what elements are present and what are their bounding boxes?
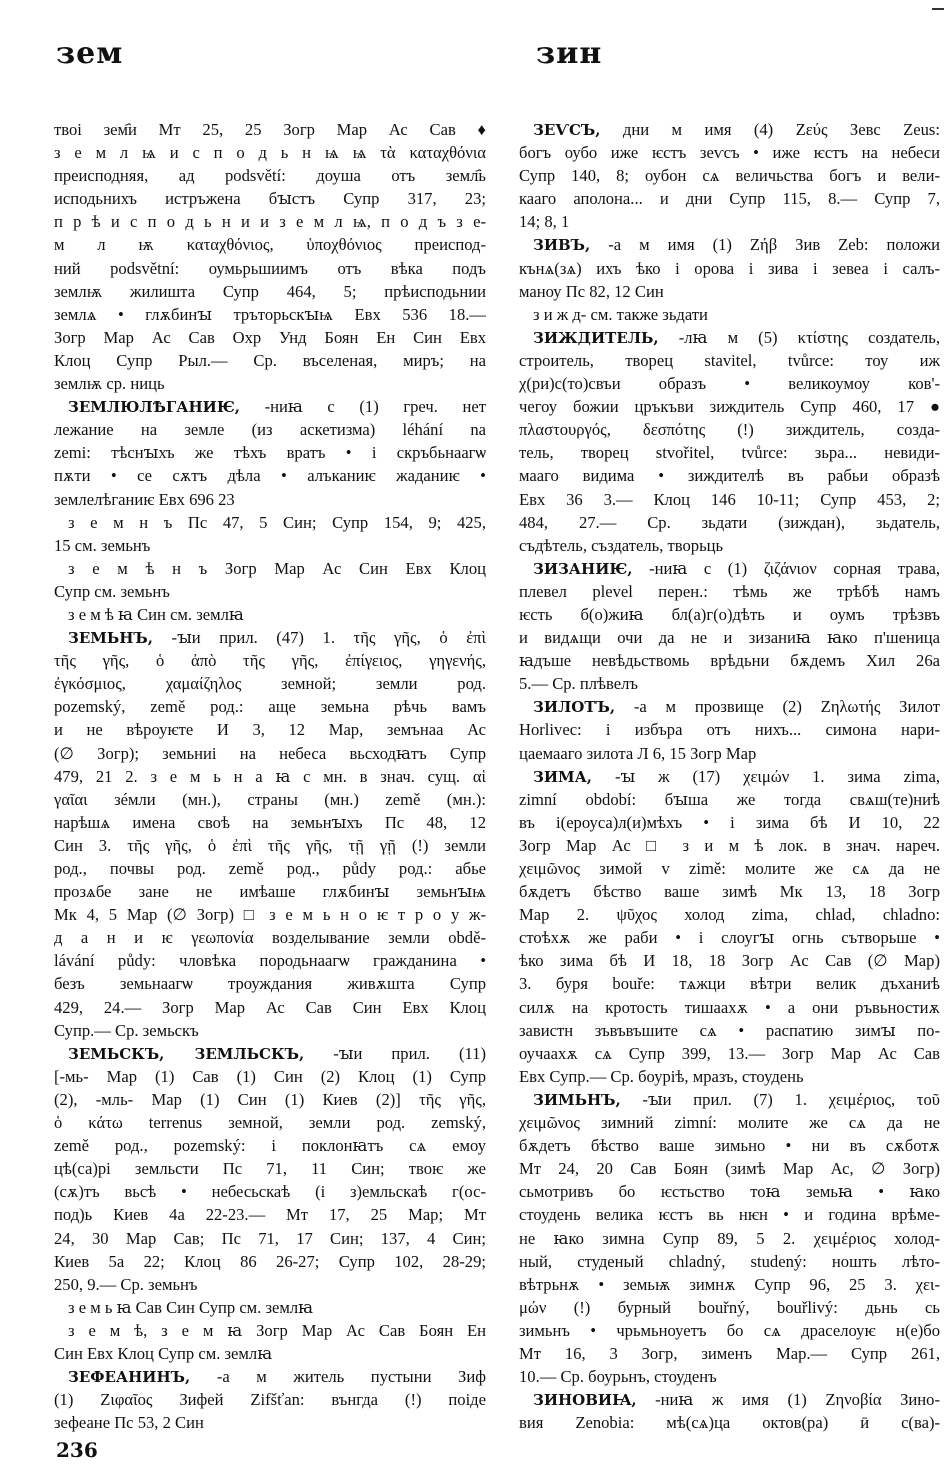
text-line — [54, 880, 486, 903]
text-line — [54, 326, 486, 349]
line-text: Мк 4, 5 Мар (∅ Зогр) □ з е м ь н о ѥ т р о у ж- — [54, 905, 486, 925]
line-text: з е м ѣ н ъ Зогр Мар Ас Син Евх Клоц — [68, 558, 486, 578]
line-text: твоі зем҄и Мт 25, 25 Зогр Мар Ас Сав ♦ — [54, 120, 486, 139]
text-line — [54, 418, 486, 441]
line-text: и видѧщи очи да не и зизаниꙗ ꙗко п'шеница — [519, 628, 940, 648]
line-text: 479, 21 2. з е м ь н а ꙗ с мн. в знач. сущ. αἱ — [54, 766, 486, 786]
line-text: въ і(ероуса)л(и)мѣхъ • і зима бѣ И 10, 22 — [519, 812, 940, 832]
line-text: и не вѣроуѥте И 3, 12 Мар, земънаа Ас — [54, 720, 486, 740]
text-line — [54, 164, 486, 187]
text-line — [54, 210, 486, 233]
line-text: ꙗдъше невѣдьствомь врѣдьни бѫдемъ Хил 26а — [519, 651, 940, 671]
line-text: ἐγκόσμιος, χαμαίζηλος земной; земли род. — [54, 674, 486, 694]
line-text: з е м л ѩ и с п о д ь н ѩ ѩ τὰ καταχθόνια — [54, 143, 486, 163]
text-line — [519, 464, 940, 487]
line-text: 24, 30 Мар Сав; Пс 71, 17 Син; 137, 4 Син; — [54, 1228, 486, 1248]
running-head-right: зин — [536, 36, 603, 71]
text-line — [519, 303, 940, 326]
line-text: ὁ κάτω terrenus земной, земли род. zemský, — [54, 1113, 486, 1133]
line-text: вѣтрьнѫ • земьѭ зимнѫ Супр 96, 25 3. χει- — [519, 1274, 940, 1294]
text-line — [54, 511, 486, 534]
text-line — [54, 1134, 486, 1157]
entry-headline — [54, 626, 486, 649]
text-line — [54, 649, 486, 672]
text-line — [54, 949, 486, 972]
headword: ЗЕМЬНЪ, — [68, 629, 153, 648]
text-line — [54, 303, 486, 326]
line-text: -а м имя (1) Ζήβ Зив Zeb: положи — [590, 235, 940, 255]
text-line — [54, 187, 486, 210]
text-line — [54, 1180, 486, 1203]
text-line — [54, 580, 486, 603]
entry-headline — [54, 1365, 486, 1388]
text-line — [519, 1365, 940, 1388]
line-text: бѫдетъ бѣство ваше зимѣ Мк 13, 18 Зогр — [519, 882, 940, 902]
line-text: м л ѭ καταχθόνιος, ὑποχθόνιος преиспод- — [54, 235, 486, 255]
line-text: съдѣтель, създатель, творьць — [519, 535, 724, 555]
text-line — [54, 1250, 486, 1273]
text-line — [519, 857, 940, 880]
text-line — [519, 1342, 940, 1365]
line-text: 3. буря bouře: тѧжци вѣтри велик дъханиѣ — [519, 974, 940, 994]
entry-headline — [519, 557, 940, 580]
text-line — [54, 1065, 486, 1088]
line-text: -а м прозвище (2) Ζηλωτής Зилот — [615, 697, 940, 717]
line-text: -ꙑи прил. (47) 1. τῆς γῆς, ὁ ἐπὶ — [152, 628, 486, 648]
text-line — [54, 834, 486, 857]
line-text: землелѣганиѥ Евх 696 23 — [54, 489, 235, 509]
line-text: Киев 5а 22; Клоц 86 26-27; Супр 102, 28-29; — [54, 1251, 486, 1271]
line-text: (2), -мль- Мар (1) Син (1) Киев (2)] τῆς γῆς, — [54, 1089, 486, 1109]
line-text: кънѧ(зѧ) ихъ ѣко і орова і зива і зевеа і салъ- — [519, 258, 940, 278]
text-line — [519, 649, 940, 672]
text-line — [54, 972, 486, 995]
line-text: стоудень велика ѥстъ вь нѥн • и година врѣме- — [519, 1205, 940, 1225]
line-text: (сѫ)тъ вьсѣ • небесьскаѣ (і з)емльскаѣ г(ос- — [54, 1182, 486, 1202]
line-text: -ꙑи прил. (11) — [304, 1043, 486, 1063]
line-text: -ꙑи прил. (7) 1. χειμέριος, τοῦ — [620, 1089, 940, 1109]
line-text: строитель, творец stavitel, tvůrce: тоу иж — [519, 350, 940, 370]
line-text: Мт 24, 20 Сав Боян (зимѣ Мар Ас, ∅ Зогр) — [519, 1159, 940, 1179]
text-line — [54, 257, 486, 280]
text-line — [519, 1203, 940, 1226]
headword: ЗЕѴСЪ, — [533, 121, 601, 139]
line-text: 484, 27.— Ср. зьдати (зиждан), зьдатель, — [519, 512, 940, 532]
text-line — [519, 1042, 940, 1065]
text-line — [519, 1250, 940, 1273]
line-text: богъ оубо иже ѥстъ зеѵсъ • иже ѥстъ на небеси — [519, 143, 940, 163]
line-text: зимьнъ • чрьмьноуетъ бо сѧ драселоуѥ н(е)бо — [519, 1320, 940, 1340]
text-line — [519, 187, 940, 210]
line-text: ний podsvětní: оумьрьшиимъ отъ вѣка подъ — [54, 258, 486, 278]
line-text: zimní období: бꙑша же тогда свѧш(те)ниѣ — [519, 789, 940, 809]
text-line — [519, 718, 940, 741]
entry-headline — [519, 233, 940, 256]
text-line — [54, 1088, 486, 1111]
text-line — [54, 765, 486, 788]
text-line — [54, 996, 486, 1019]
text-line — [519, 1411, 940, 1434]
scan-mark — [932, 8, 944, 10]
text-line — [519, 972, 940, 995]
line-text: п р ѣ и с п о д ь н и и з е м л ѩ, п о д ъ з е- — [54, 212, 486, 232]
line-text: землѭ ср. ниць — [54, 374, 165, 394]
text-line — [54, 1111, 486, 1134]
headword: ЗИВЪ, — [533, 236, 591, 255]
line-text: Син Евх Клоц Супр см. землꙗ — [54, 1343, 273, 1363]
text-line — [54, 857, 486, 880]
line-text: Евх 36 3.— Клоц 146 10-11; Супр 453, 2; — [519, 489, 940, 509]
line-text: кааго аполона... и дни Супр 115, 8.— Супр 7, — [519, 189, 940, 209]
line-text: [-мь- Мар (1) Сав (1) Син (2) Клоц (1) Супр — [54, 1066, 486, 1086]
line-text: безъ земьнаагѡ троуждания живѫшта Супр — [54, 974, 486, 994]
line-text: зефеане Пс 53, 2 Син — [54, 1413, 204, 1433]
line-text: сьмотривъ бо ѥстьство тоꙗ земьꙗ • ꙗко — [519, 1182, 940, 1202]
text-line — [519, 210, 940, 233]
line-text: 250, 9.— Ср. земьнъ — [54, 1274, 198, 1294]
line-text: Мт 16, 3 Зогр, зименъ Мар.— Супр 261, — [519, 1343, 940, 1363]
headword: ЗИЖДИТЕЛЬ, — [533, 328, 659, 347]
line-text: χειμῶνος зимой v zimě: молите же сѧ да не — [519, 859, 940, 878]
line-text: Horlivec: і избъра отъ нихъ... симона нари- — [519, 720, 940, 740]
text-line — [54, 718, 486, 741]
line-text: мааго видима • зиждителѣ въ рабьи образѣ — [519, 466, 940, 486]
text-line — [54, 1388, 486, 1411]
entry-headline — [519, 1388, 940, 1411]
text-line — [519, 349, 940, 372]
text-line — [519, 1273, 940, 1296]
line-text: Супр 140, 8; оубон сѧ величьства богъ и вели- — [519, 166, 940, 186]
line-text: прозѧбе зане не имѣаше глѫбинꙑ земьнꙑѩ — [54, 882, 486, 902]
line-text: pozemský, země род.: аще земьна рѣчь вамъ — [54, 697, 486, 717]
line-text: род., почвы род. země род., půdy род.: абье — [54, 859, 486, 878]
line-text: землѧ • глѫбинꙑ тръторьскꙑѩ Евх 536 18.— — [54, 304, 486, 324]
line-text: тель, творец stvořitel, tvůrce: зьра... невиди- — [519, 443, 940, 463]
entry-headline — [519, 695, 940, 718]
text-line — [54, 280, 486, 303]
text-line — [519, 280, 940, 303]
headword: ЗИМЬНЪ, — [533, 1090, 621, 1109]
line-text: Клоц Супр Рыл.— Ср. въселеная, миръ; на — [54, 350, 486, 370]
text-line — [54, 1273, 486, 1296]
line-text: силѫ на кротость тишаахѫ • а они ръвьностиѫ — [519, 997, 940, 1017]
line-text: исподьнихъ истръжена бꙑстъ Супр 317, 23; — [54, 189, 486, 209]
line-text: бѫдетъ бѣство ваше зимьно • ни въ сѫботѫ — [519, 1136, 940, 1156]
headword: ЗИНОВИꙖ, — [533, 1391, 637, 1410]
text-line — [519, 164, 940, 187]
line-text: ный, студеный chladný, studený: ношть лѣто- — [519, 1251, 940, 1271]
entry-headline — [519, 1088, 940, 1111]
line-text: лежание на земле (из аскетизма) léhání na — [54, 420, 486, 440]
text-line — [54, 118, 486, 141]
text-line — [54, 811, 486, 834]
line-text: стоѣхѫ же раби • і слоугꙑ огнь сътворьше • — [519, 928, 940, 948]
right-column — [519, 118, 940, 1434]
line-text: не ꙗко зимна Супр 89, 5 2. χειμέριος холод- — [519, 1228, 940, 1248]
line-text: цѣ(са)рі земльсти Пс 71, 11 Син; твоѥ же — [54, 1159, 486, 1179]
text-line — [519, 488, 940, 511]
line-text: Супр.— Ср. земьскъ — [54, 1020, 199, 1040]
line-text: 10.— Ср. боурьнъ, стоуденъ — [519, 1367, 717, 1387]
line-text: з е м ь ꙗ Сав Син Супр см. землꙗ — [68, 1297, 314, 1317]
text-line — [54, 441, 486, 464]
text-line — [519, 1111, 940, 1134]
page-number: 236 — [56, 1438, 98, 1462]
headword: ЗИЛОТЪ, — [533, 698, 616, 717]
text-line — [54, 742, 486, 765]
text-line — [519, 903, 940, 926]
text-line — [519, 1296, 940, 1319]
line-text: чегоу божии цръкъви зиждитель Супр 460, 17 ● — [519, 397, 940, 417]
headword: ЗИЗАНИѤ, — [533, 559, 633, 578]
line-text: -ниꙗ с (1) ζιζάνιον сорная трава, — [632, 558, 940, 578]
line-text: -лꙗ м (5) κτίστης создатель, — [658, 327, 940, 347]
line-text: zemi: тѣснꙑхъ же тѣхъ вратъ • і скръбьнаагѡ — [54, 443, 486, 463]
text-line — [519, 834, 940, 857]
text-line — [519, 1180, 940, 1203]
running-head-left: зем — [56, 36, 124, 71]
text-line — [519, 1319, 940, 1342]
line-text: завистн зъвъвъшите сѧ • распатию зимꙑ по- — [519, 1020, 940, 1040]
line-text: з е м н ъ Пс 47, 5 Син; Супр 154, 9; 425, — [68, 512, 486, 532]
text-line — [519, 418, 940, 441]
text-line — [54, 695, 486, 718]
text-line — [54, 1227, 486, 1250]
text-line — [519, 1019, 940, 1042]
text-line — [54, 903, 486, 926]
line-text: вия Zenobia: мѣ(сѧ)ца октов(ра) ӣ с(ва)- — [519, 1413, 940, 1433]
text-line — [519, 949, 940, 972]
line-text: Мар 2. ψῦχος холод zima, chlad, chladno: — [519, 905, 940, 925]
text-line — [519, 672, 940, 695]
text-line — [54, 1319, 486, 1342]
line-text: з е м ѣ, з е м ꙗ Зогр Мар Ас Сав Боян Ен — [68, 1320, 486, 1340]
text-line — [519, 141, 940, 164]
line-text: τῆς γῆς, ὁ ἀπὸ τῆς γῆς, ἐπίγειος, γηγενής, — [54, 651, 486, 671]
text-line — [519, 441, 940, 464]
text-line — [54, 372, 486, 395]
line-text: ѣко зима бѣ И 18, 18 Зогр Ас Сав (∅ Мар) — [519, 951, 940, 971]
line-text: з е м ѣ ꙗ Син см. землꙗ — [68, 604, 244, 624]
text-line — [54, 1411, 486, 1434]
entry-headline — [54, 395, 486, 418]
line-text: Зогр Мар Ас Сав Охр Унд Боян Ен Син Евх — [54, 327, 486, 347]
headword: ЗЕМЛЮЛѢГАНИѤ, — [68, 398, 240, 417]
line-text: плевел plevel перен.: тѣмь же трѣбѣ намъ — [519, 581, 940, 601]
line-text: γαῖαι зéмли (мн.), страны (мн.) země (мн.): — [54, 789, 486, 809]
entry-headline — [519, 118, 940, 141]
line-text: Супр см. земьнъ — [54, 581, 170, 601]
text-line — [519, 1157, 940, 1180]
text-line — [519, 742, 940, 765]
text-line — [519, 1134, 940, 1157]
text-line — [519, 626, 940, 649]
line-text: преисподняя, ад podsvětí: доуша отъ земл҄ь — [54, 166, 486, 186]
line-text: -ниꙗ ж имя (1) Ζηνοβία Зино- — [636, 1390, 940, 1410]
entry-headline — [54, 1042, 486, 1065]
text-line — [54, 788, 486, 811]
text-line — [54, 534, 486, 557]
text-line — [54, 464, 486, 487]
text-line — [519, 372, 940, 395]
line-text: (∅ Зогр); земьниі на небеса вьсходꙗтъ Супр — [54, 743, 486, 763]
line-text: Зогр Мар Ас □ з и м ѣ лок. в знач. нареч. — [519, 835, 940, 855]
text-line — [519, 996, 940, 1019]
line-text: 5.— Ср. плѣвелъ — [519, 674, 638, 694]
text-line — [54, 1296, 486, 1319]
line-text: Евх Супр.— Ср. боуріѣ, мразъ, стоудень — [519, 1066, 804, 1086]
text-line — [519, 395, 940, 418]
line-text: 15 см. земьнъ — [54, 535, 151, 555]
text-line — [54, 141, 486, 164]
line-text: země род., pozemský: і поклонꙗтъ сѧ емоу — [54, 1136, 486, 1156]
text-line — [54, 1019, 486, 1042]
text-line — [519, 257, 940, 280]
line-text: под)ь Киев 4а 22-23.— Мт 17, 25 Мар; Мт — [54, 1205, 486, 1225]
line-text: д а н и ѥ γεωπονία возделывание земли obdě- — [54, 928, 486, 948]
line-text: цаемааго зилота Л 6, 15 Зогр Мар — [519, 743, 757, 763]
text-line — [519, 534, 940, 557]
text-line — [519, 603, 940, 626]
line-text: нарѣшѧ имена своѣ на земьнꙑхъ Пс 48, 12 — [54, 812, 486, 832]
entry-headline — [519, 765, 940, 788]
line-text: дни м имя (4) Ζεύς Зевс Zeus: — [600, 120, 940, 139]
text-line — [54, 1342, 486, 1365]
line-text: χειμῶνος зимний zimní: молите же сѧ да не — [519, 1113, 940, 1133]
line-text: πλαστουργός, δεσπότης (!) зиждитель, созда- — [519, 420, 940, 440]
text-line — [519, 511, 940, 534]
line-text: lávání půdy: чловѣка породьнаагѡ гражданина • — [54, 951, 486, 971]
text-line — [519, 880, 940, 903]
line-text: χ(ри)с(то)свъи образъ • великоумоу ков'- — [519, 374, 940, 394]
line-text: -ꙑ ж (17) χειμών 1. зима zima, — [592, 766, 940, 786]
line-text: маноу Пс 82, 12 Син — [519, 281, 664, 301]
text-line — [519, 926, 940, 949]
line-text: пѫти • се сѫтъ дѣла • алъканиѥ жаданиѥ • — [54, 466, 486, 486]
text-line — [54, 233, 486, 256]
text-line — [519, 1065, 940, 1088]
text-line — [54, 1203, 486, 1226]
headword: ЗЕМЬСКЪ, ЗЕМЛЬСКЪ, — [68, 1044, 305, 1063]
line-text: -ниꙗ с (1) греч. нет — [239, 397, 486, 417]
text-line — [54, 349, 486, 372]
line-text: з и ж д- см. также зьдати — [533, 304, 708, 324]
line-text: 429, 24.— Зогр Мар Ас Сав Син Евх Клоц — [54, 997, 486, 1017]
left-column — [54, 118, 486, 1434]
line-text: Син 3. τῆς γῆς, ὁ ἐπὶ τῆς γῆς, τῇ γῇ (!) земли — [54, 835, 486, 855]
text-line — [519, 580, 940, 603]
line-text: ѥсть б(о)жиꙗ бл(а)г(о)дѣть и оумъ трѣзвъ — [519, 604, 940, 624]
text-line — [54, 1157, 486, 1180]
headword: ЗЕФЕАНИНЪ, — [68, 1368, 191, 1387]
text-line — [519, 1227, 940, 1250]
headword: ЗИМА, — [533, 767, 593, 786]
line-text: 14; 8, 1 — [519, 212, 570, 232]
text-line — [54, 926, 486, 949]
text-line — [519, 811, 940, 834]
line-text: -а м житель пустыни Зиф — [190, 1367, 486, 1387]
text-line — [54, 603, 486, 626]
text-line — [54, 488, 486, 511]
line-text: (1) Ζιφαῖος Зифей Zifšťan: вънгда (!) поіде — [54, 1390, 486, 1410]
text-line — [54, 557, 486, 580]
line-text: оучаахѫ сѧ Супр 399, 13.— Зогр Мар Ас Сав — [519, 1043, 940, 1063]
line-text: землѭ жилишта Супр 464, 5; прѣисподьнии — [54, 281, 486, 301]
line-text: μών (!) бурный bouřný, bouřlivý: дьнь сь — [519, 1297, 940, 1317]
text-line — [54, 672, 486, 695]
text-line — [519, 788, 940, 811]
entry-headline — [519, 326, 940, 349]
